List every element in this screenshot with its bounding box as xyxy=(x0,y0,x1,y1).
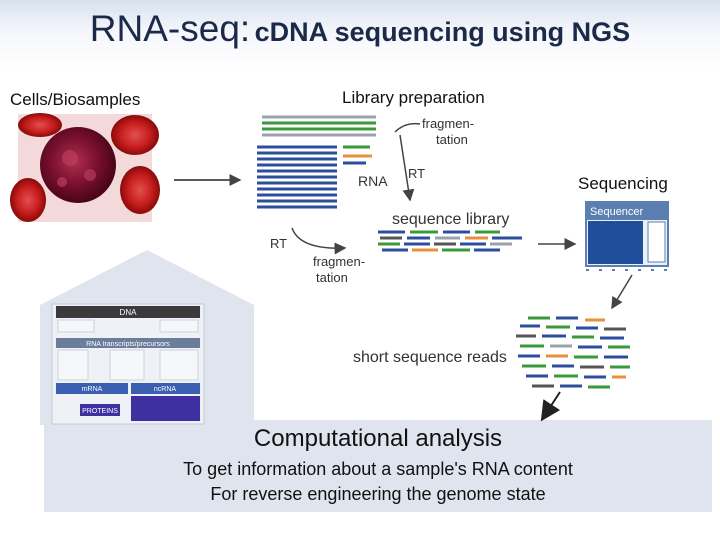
library-prep-label: Library preparation xyxy=(342,88,485,107)
dogma-rna-header: RNA transcripts/precursors xyxy=(86,341,170,348)
analysis-line-2: For reverse engineering the genome state xyxy=(210,484,546,504)
dogma-dna: DNA xyxy=(119,308,137,317)
rna-strands-blue xyxy=(257,147,337,207)
sequence-library-label: sequence library xyxy=(392,211,510,228)
title-main: RNA-seq: xyxy=(89,8,251,49)
cells-image xyxy=(10,113,160,222)
short-reads-cloud xyxy=(516,318,630,387)
analysis-title: Computational analysis xyxy=(253,425,503,452)
rna-label: RNA xyxy=(358,173,388,189)
fragmentation-top-label: fragmen-tation xyxy=(422,116,475,147)
rt-bottom-label: RT xyxy=(270,236,288,251)
short-reads-label: short sequence reads xyxy=(353,349,507,366)
central-dogma-roof xyxy=(40,250,254,305)
dogma-proteins: PROTEINS xyxy=(82,408,118,415)
dogma-mrna: mRNA xyxy=(81,386,103,393)
fragmentation-bottom-label: fragmen-tation xyxy=(313,254,366,285)
title-sub: cDNA sequencing using NGS xyxy=(254,17,631,47)
rna-strands-top xyxy=(262,117,376,135)
central-dogma-panel xyxy=(52,304,204,424)
sequencing-label: Sequencing xyxy=(578,174,668,193)
sequencer-machine xyxy=(586,202,668,270)
library-fragments xyxy=(378,232,522,250)
analysis-line-1: To get information about a sample's RNA content xyxy=(183,459,573,479)
dogma-ncrna: ncRNA xyxy=(153,386,177,393)
sequencer-label: Sequencer xyxy=(590,206,644,218)
cells-label: Cells/Biosamples xyxy=(10,90,141,109)
rt-top-label: RT xyxy=(408,166,426,181)
